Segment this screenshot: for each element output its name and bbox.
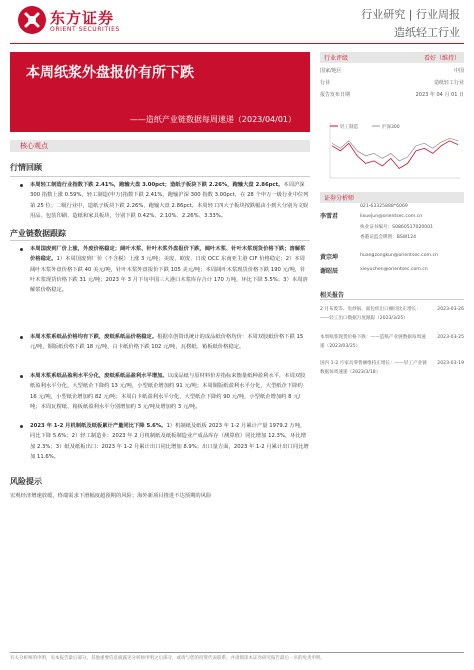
section-title-industry: 产业链数据跟踪 bbox=[10, 229, 66, 238]
analyst-email[interactable]: lixuejun@orientsec.com.cn bbox=[360, 214, 423, 219]
industry-lead-1: 本周国废到厂价上涨，外废价格稳定；阔叶木浆、针叶木浆外盘报价下跌，阔叶木浆、针叶木浆现货价格下跌；溶解浆价格稳定。 bbox=[30, 246, 306, 263]
market-lead: 本周轻工制造行业指数下跌 2.41%，跑输大盘 3.00pct；造纸子板块下跌 2.26%，跑输大盘 2.86pct。 bbox=[30, 182, 284, 188]
rating-value: 看好（维持） bbox=[423, 55, 460, 62]
section-divider bbox=[10, 176, 310, 177]
brand-logo bbox=[18, 6, 148, 36]
brand-name-en: ORIENT SECURITIES bbox=[50, 26, 120, 33]
analyst-bar bbox=[320, 192, 464, 203]
analyst-name: 李雪君 bbox=[320, 213, 339, 220]
legend-label-a: 轻工制造 bbox=[340, 125, 358, 130]
core-view-label: 核心观点 bbox=[20, 142, 48, 150]
analyst-label: 证券分析师 bbox=[324, 195, 355, 202]
performance-chart-svg bbox=[320, 118, 464, 184]
core-view-bar bbox=[10, 140, 310, 152]
analyst-phone: 021-63325888*6069 bbox=[360, 204, 408, 209]
related-report-text: 国内 1-2 月家具零售额维持正增长：——轻工产业链数据每周速递（2023/3/18） bbox=[320, 361, 427, 375]
related-report-text: 2 月布废等、电炒锅、面包机出口额同比正增长：——轻工出口数据月度跟踪（2023/3/25） bbox=[320, 307, 421, 321]
related-report-text: 本周纸浆现货价格下跌：——造纸产业链数据每周速递（2023/03/25） bbox=[320, 335, 426, 349]
section-divider bbox=[10, 240, 310, 241]
related-report-2[interactable] bbox=[320, 334, 464, 351]
related-reports-label: 相关报告 bbox=[320, 292, 345, 299]
industry-body-4: 1）机制纸及纸板 2023 年 1-2 月累计产量 1979.2 万吨，同比下降 5.6%；2）轻工制造业：2023 年 2 月机制纸及纸板制造业产成品库存（测算值）同比增加 12.3%，环比增加 2.3%；3）纸及纸板出口：2023 年 1-2 月累计出口同比增加 8.9%；出口量方面，2023 年 1-2 月累计出口同比增加 11.6%。 bbox=[30, 423, 309, 460]
risk-text: 宏观经济增速放缓，终端需求下滑幅度超预期的风险；海外新项目推进不达预期的风险 bbox=[10, 493, 212, 499]
rating-title: 行业评级 bbox=[324, 55, 349, 62]
title-banner bbox=[10, 52, 310, 132]
related-report-date: 2023-03-25 bbox=[437, 335, 464, 340]
related-report-1[interactable] bbox=[320, 306, 464, 323]
related-reports-title bbox=[320, 290, 464, 300]
industry-body-1: 1）本周国废到厂价（不含税）上涨 3 元/吨；美废、欧废、日废 OCC 东南亚主港 CIF 价格稳定；2）本周阔叶木浆外盘价格下跌 40 美元/吨，针叶木浆外盘报价下跌 105 美元/吨；本周阔叶木浆现货价格下跌 190 元/吨，针叶木浆现货价格下跌 31 元/吨；2023 年 3 月下旬中国三大港口木浆库存合计 170 万吨，环比下降 5.5%；3）本周溶解浆价格稳定。 bbox=[30, 256, 308, 294]
market-body: 本周沪深 300 指数上涨 0.59%，轻工制造(申万)指数下跌 2.41%，跑输沪深 300 指数 3.00pct，在 28 个申万一级行业中位列第 25 位；二级行业中，造纸子板块下跌 2.26%，跑输大盘 2.86pct。本周轻工四大子板块按跌幅由小到大分别为文娱用品、包装印刷、造纸和家具板块，分别下跌 0.42%、2.10%、2.26%、3.33%。 bbox=[30, 182, 309, 219]
report-category: 行业研究 | 行业周报 bbox=[361, 8, 460, 21]
section-title-market: 行情回顾 bbox=[10, 163, 42, 172]
industry-paragraph-4 bbox=[30, 421, 310, 462]
bullet-dot bbox=[20, 425, 23, 428]
info-key: 报告发布日期 bbox=[320, 92, 351, 98]
report-subtitle: ——造纸产业链数据每周速递（2023/04/01） bbox=[129, 115, 296, 124]
info-value: 造纸轻工行业 bbox=[433, 80, 464, 86]
info-value: 中国 bbox=[453, 68, 464, 74]
contact-email-2[interactable]: xieyuchen@orientsec.com.cn bbox=[360, 267, 428, 272]
chart-series-line-1 bbox=[332, 141, 458, 169]
info-row-date bbox=[320, 91, 464, 100]
related-report-date: 2023-03-26 bbox=[437, 307, 464, 312]
info-row-region bbox=[320, 67, 464, 76]
related-report-3[interactable] bbox=[320, 360, 464, 377]
industry-body-2: 根据卓创资讯统计的成品纸价格均价：本周双胶纸价格下跌 15 元/吨，铜版纸价格下跌 18 元/吨，白卡纸价格下跌 102 元/吨，瓦楞纸、箱板纸价格稳定。 bbox=[30, 334, 304, 351]
industry-body-3: 以成品纸与原材料价差指标来衡量纸种盈利水平，本周双胶纸盈利水平分化，大型纸企下降约 13 元/吨，小型纸企增加约 91 元/吨；本周铜版纸盈利水平分化，大型纸企下降约 16 元/吨，小型纸企增加约 82 元/吨；本周白卡纸盈利水平分化，大型纸企下降约 90 元/吨，小型纸企增加约 8 元/吨；本周瓦楞纸、箱板纸盈利水平分别增加约 3 元/吨及增加约 3 元/吨。 bbox=[30, 373, 306, 410]
rating-bar bbox=[320, 52, 464, 63]
bullet-dot bbox=[20, 248, 23, 251]
brand-name-cn: 东方证券 bbox=[50, 9, 115, 27]
contact-name-1: 黄宗坤 bbox=[320, 254, 339, 261]
header-divider bbox=[10, 43, 464, 44]
industry-paragraph-1 bbox=[30, 244, 310, 295]
report-title: 本周纸浆外盘报价有所下跌 bbox=[26, 65, 194, 81]
footer-disclaimer: 有关分析师的申明，见本报告最后部分。其他重要信息披露见分析师申明之后部分，或请与您的投资代表联系。并请阅读本证券研究报告最后一页的免责申明。 bbox=[10, 656, 325, 661]
bullet-dot bbox=[20, 336, 23, 339]
industry-paragraph-2 bbox=[30, 332, 310, 353]
contact-email-1[interactable]: huangzongkun@orientsec.com.cn bbox=[360, 253, 438, 258]
info-key: 行业 bbox=[320, 80, 331, 86]
industry-lead-3: 本周木浆系纸品盈利水平分化，废纸系纸品盈利水平增加。 bbox=[30, 373, 168, 379]
info-row-industry bbox=[320, 79, 464, 88]
info-value: 2023 年 04 月 01 日 bbox=[415, 92, 464, 98]
related-report-date: 2023-03-19 bbox=[437, 361, 464, 366]
analyst-hk-license: 香港证监会牌照：BSW124 bbox=[360, 235, 417, 240]
industry-lead-2: 本周木浆系纸品价格均有下跌，废纸系纸品价格稳定。 bbox=[30, 334, 158, 340]
section-title-risk: 风险提示 bbox=[10, 477, 42, 486]
bullet-dot bbox=[20, 375, 23, 378]
market-paragraph bbox=[30, 180, 310, 221]
chart-series-line-2 bbox=[332, 138, 458, 161]
industry-lead-4: 2023 年 1-2 月机制纸及纸板累计产量同比下降 5.6%。 bbox=[30, 423, 167, 429]
industry-paragraph-3 bbox=[30, 371, 310, 412]
info-key: 国家/地区 bbox=[320, 68, 342, 74]
analyst-license: 执业证书编号：S0860517020001 bbox=[360, 225, 434, 230]
legend-label-b: 沪深300 bbox=[382, 125, 400, 130]
bullet-dot bbox=[20, 184, 23, 187]
report-header bbox=[0, 0, 474, 44]
logo-icon bbox=[18, 6, 46, 34]
footer-divider bbox=[10, 652, 464, 653]
contact-name-2: 谢昭辰 bbox=[320, 268, 339, 275]
report-industry: 造纸轻工行业 bbox=[394, 26, 460, 39]
performance-chart bbox=[320, 118, 464, 184]
